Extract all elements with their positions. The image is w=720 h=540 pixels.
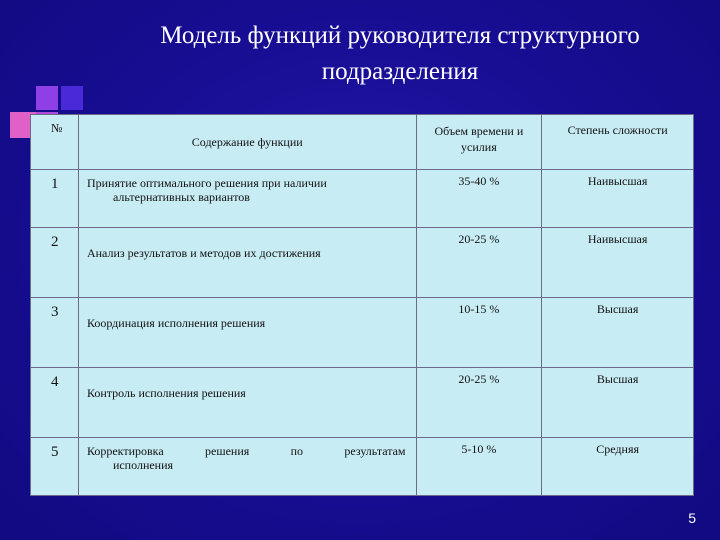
table-row: [31, 228, 694, 298]
row-content-word: по: [290, 444, 304, 458]
row-number: 2: [31, 228, 79, 298]
row-content-line: исполнения: [112, 458, 174, 472]
row-volume: 35-40 %: [416, 170, 542, 228]
row-content-line: Анализ результатов и методов их достижения: [86, 246, 321, 260]
row-content: [78, 298, 416, 368]
row-content-line: [87, 444, 406, 458]
functions-table: [30, 114, 694, 496]
row-content-word: Корректировка: [86, 444, 164, 458]
table-row: [31, 170, 694, 228]
header-number: №: [31, 115, 79, 170]
row-content: [78, 228, 416, 298]
row-content: [78, 368, 416, 438]
header-content: Содержание функции: [78, 115, 416, 170]
row-volume: 20-25 %: [416, 368, 542, 438]
row-number: 5: [31, 438, 79, 496]
row-content-line: Координация исполнения решения: [86, 316, 266, 330]
row-difficulty: Средняя: [542, 438, 694, 496]
row-difficulty: Высшая: [542, 298, 694, 368]
row-number: 3: [31, 298, 79, 368]
row-difficulty: Высшая: [542, 368, 694, 438]
row-difficulty: Наивысшая: [542, 228, 694, 298]
row-number: 1: [31, 170, 79, 228]
table-row: [31, 298, 694, 368]
row-content-word: результатам: [344, 444, 406, 458]
row-content-line: Принятие оптимального решения при наличии: [86, 176, 327, 190]
slide-title: [90, 18, 710, 90]
row-volume: 10-15 %: [416, 298, 542, 368]
row-content: [78, 438, 416, 496]
table-row: [31, 438, 694, 496]
table-row: [31, 368, 694, 438]
table-header-row: [31, 115, 694, 170]
row-content: [78, 170, 416, 228]
row-difficulty: Наивысшая: [542, 170, 694, 228]
row-content-word: решения: [205, 444, 250, 458]
decor-square-purple: [36, 86, 58, 110]
row-content-line: альтернативных вариантов: [112, 190, 250, 204]
header-volume: Объем времени и усилия: [416, 115, 542, 170]
row-number: 4: [31, 368, 79, 438]
title-line-2: подразделения: [321, 58, 479, 85]
row-volume: 20-25 %: [416, 228, 542, 298]
decor-square-violet: [61, 86, 83, 110]
row-volume: 5-10 %: [416, 438, 542, 496]
page-number: 5: [688, 510, 696, 526]
title-line-1: Модель функций руководителя структурного: [160, 22, 640, 49]
header-difficulty: Степень сложности: [542, 115, 694, 170]
row-content-line: Контроль исполнения решения: [86, 386, 246, 400]
